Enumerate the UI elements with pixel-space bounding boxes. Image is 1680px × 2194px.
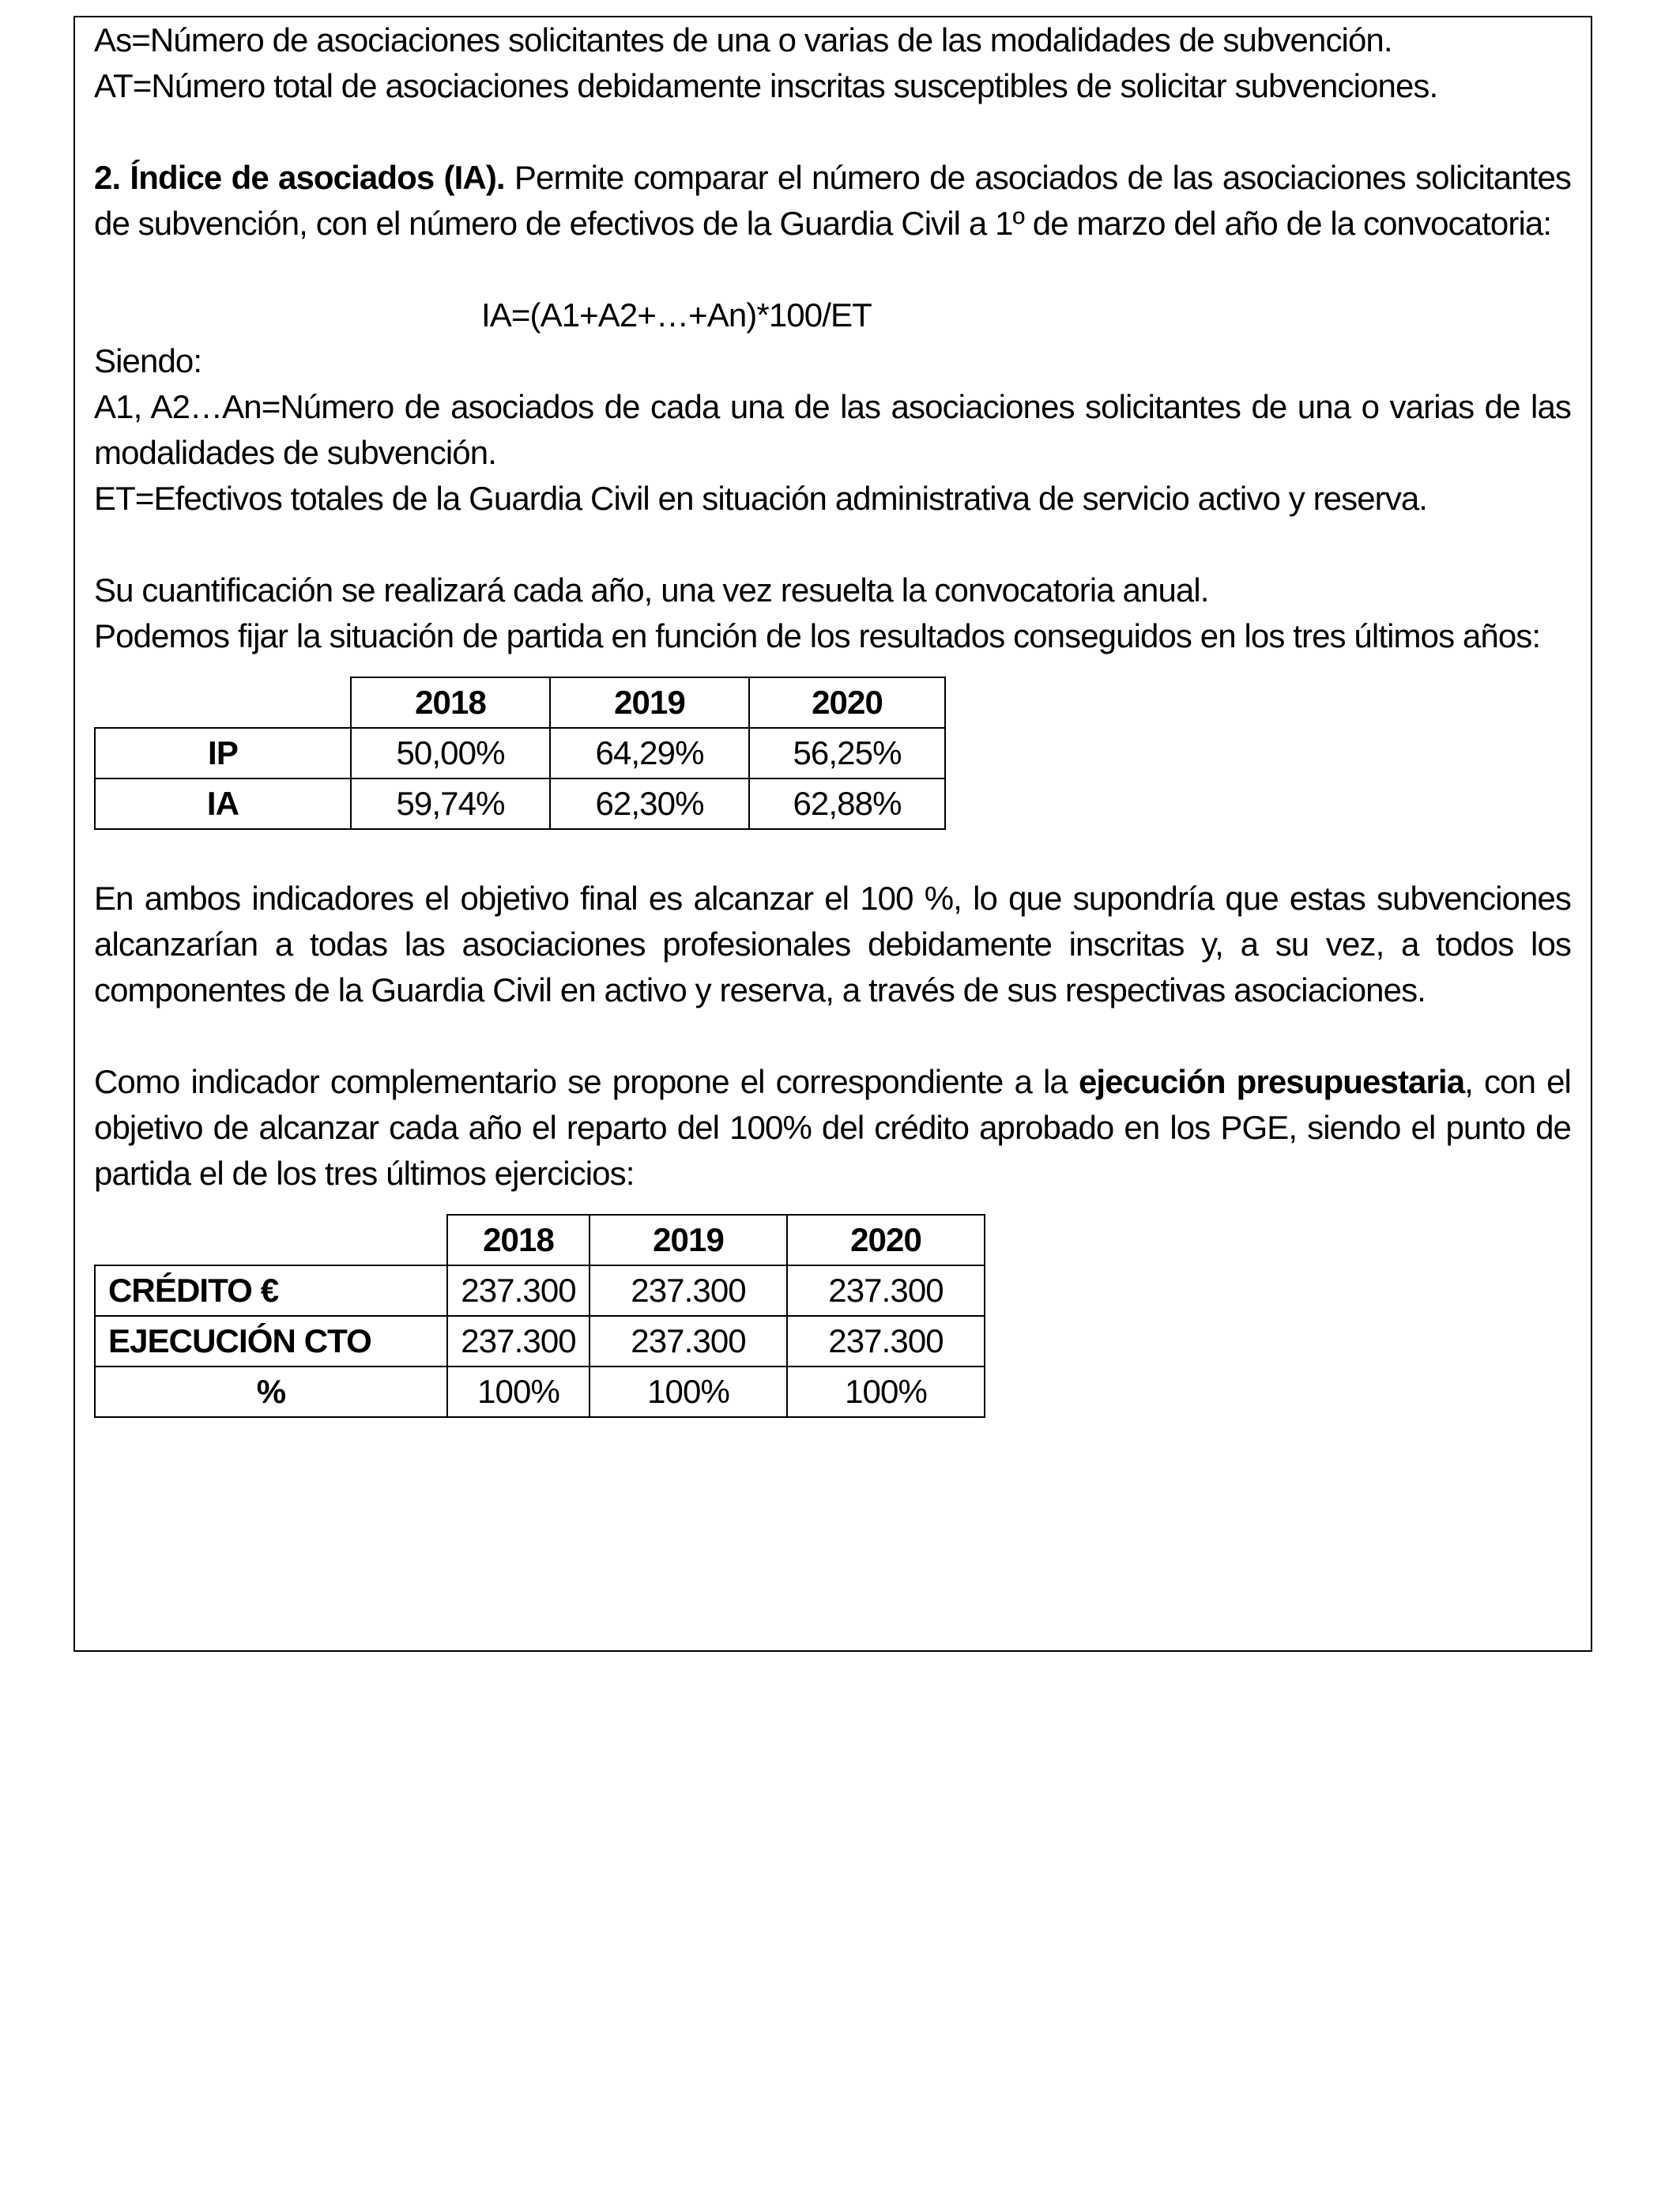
table-row — [95, 728, 945, 778]
complementario-post: , con el objetivo de alcanzar cada año el reparto del 100% del crédito aprobado en los PGE, siendo el punto de partida el de los tres últimos ejercicios: — [94, 1063, 1571, 1192]
section-2-paragraph — [94, 155, 1571, 247]
column-header: 2018 — [351, 677, 550, 728]
table-cell: 56,25% — [749, 728, 945, 778]
column-header: 2019 — [550, 677, 749, 728]
table-cell: 237.300 — [447, 1265, 590, 1316]
credito-table — [94, 1214, 985, 1418]
complementario-bold: ejecución presupuestaria — [1078, 1063, 1465, 1100]
cuantificacion-text: Su cuantificación se realizará cada año, una vez resuelta la convocatoria anual. — [94, 571, 1209, 609]
table-cell: 237.300 — [787, 1316, 985, 1367]
table-corner — [95, 677, 351, 728]
document-content — [94, 17, 1571, 1418]
spacer — [94, 522, 1571, 567]
table-cell: 237.300 — [787, 1265, 985, 1316]
row-label: % — [95, 1367, 447, 1417]
row-label: IP — [95, 728, 351, 778]
table-header-row — [95, 1215, 985, 1265]
spacer — [94, 109, 1571, 155]
table-row — [95, 1367, 985, 1417]
table-cell: 100% — [447, 1367, 590, 1417]
table-cell: 64,29% — [550, 728, 749, 778]
column-header: 2020 — [787, 1215, 985, 1265]
section-2-heading: 2. Índice de asociados (IA). — [94, 159, 505, 196]
et-definition: ET=Efectivos totales de la Guardia Civil en situación administrativa de servicio activo y reserva. — [94, 480, 1428, 517]
spacer — [94, 830, 1571, 876]
a-definition: A1, A2…An=Número de asociados de cada una de las asociaciones solicitantes de una o varias de las modalidades de subvención. — [94, 388, 1571, 471]
table-row — [95, 778, 945, 829]
indices-table — [94, 677, 946, 830]
column-header: 2019 — [590, 1215, 787, 1265]
as-definition: As=Número de asociaciones solicitantes de una o varias de las modalidades de subvención. — [94, 21, 1392, 58]
table-cell: 237.300 — [590, 1316, 787, 1367]
table-row — [95, 1316, 985, 1367]
table-cell: 59,74% — [351, 778, 550, 829]
row-label: CRÉDITO € — [95, 1265, 447, 1316]
table-row — [95, 1265, 985, 1316]
row-label: EJECUCIÓN CTO — [95, 1316, 447, 1367]
column-header: 2020 — [749, 677, 945, 728]
spacer — [94, 1013, 1571, 1059]
siendo-label: Siendo: — [94, 342, 202, 379]
complementario-pre: Como indicador complementario se propone el correspondiente a la — [94, 1063, 1079, 1100]
table-corner — [95, 1215, 447, 1265]
document-frame — [73, 16, 1592, 1652]
formula: IA=(A1+A2+…+An)*100/ET — [481, 296, 872, 334]
row-label: IA — [95, 778, 351, 829]
section-2-text: Permite comparar el número de asociados de las asociaciones solicitantes de subvención, con el número de efectivos de la Guardia Civil a 1º de marzo del año de la convocatoria: — [94, 159, 1572, 242]
table-cell: 62,88% — [749, 778, 945, 829]
table-cell: 50,00% — [351, 728, 550, 778]
complementario-paragraph — [94, 1059, 1571, 1197]
table-cell: 237.300 — [590, 1265, 787, 1316]
table-cell: 237.300 — [447, 1316, 590, 1367]
partida-text: Podemos fijar la situación de partida en función de los resultados conseguidos en los tres últimos años: — [94, 617, 1541, 654]
table-cell: 100% — [787, 1367, 985, 1417]
objetivo-text: En ambos indicadores el objetivo final es alcanzar el 100 %, lo que supondría que estas subvenciones alcanzarían a todas las asociaciones profesionales debidamente inscritas y, a su vez, a todos los componentes de la Guardia Civil en activo y reserva, a través de sus respectivas asociaciones. — [94, 880, 1571, 1008]
column-header: 2018 — [447, 1215, 590, 1265]
table-header-row — [95, 677, 945, 728]
at-definition: AT=Número total de asociaciones debidamente inscritas susceptibles de solicitar subvenciones. — [94, 67, 1438, 104]
table-cell: 100% — [590, 1367, 787, 1417]
table-cell: 62,30% — [550, 778, 749, 829]
spacer — [94, 247, 1571, 292]
